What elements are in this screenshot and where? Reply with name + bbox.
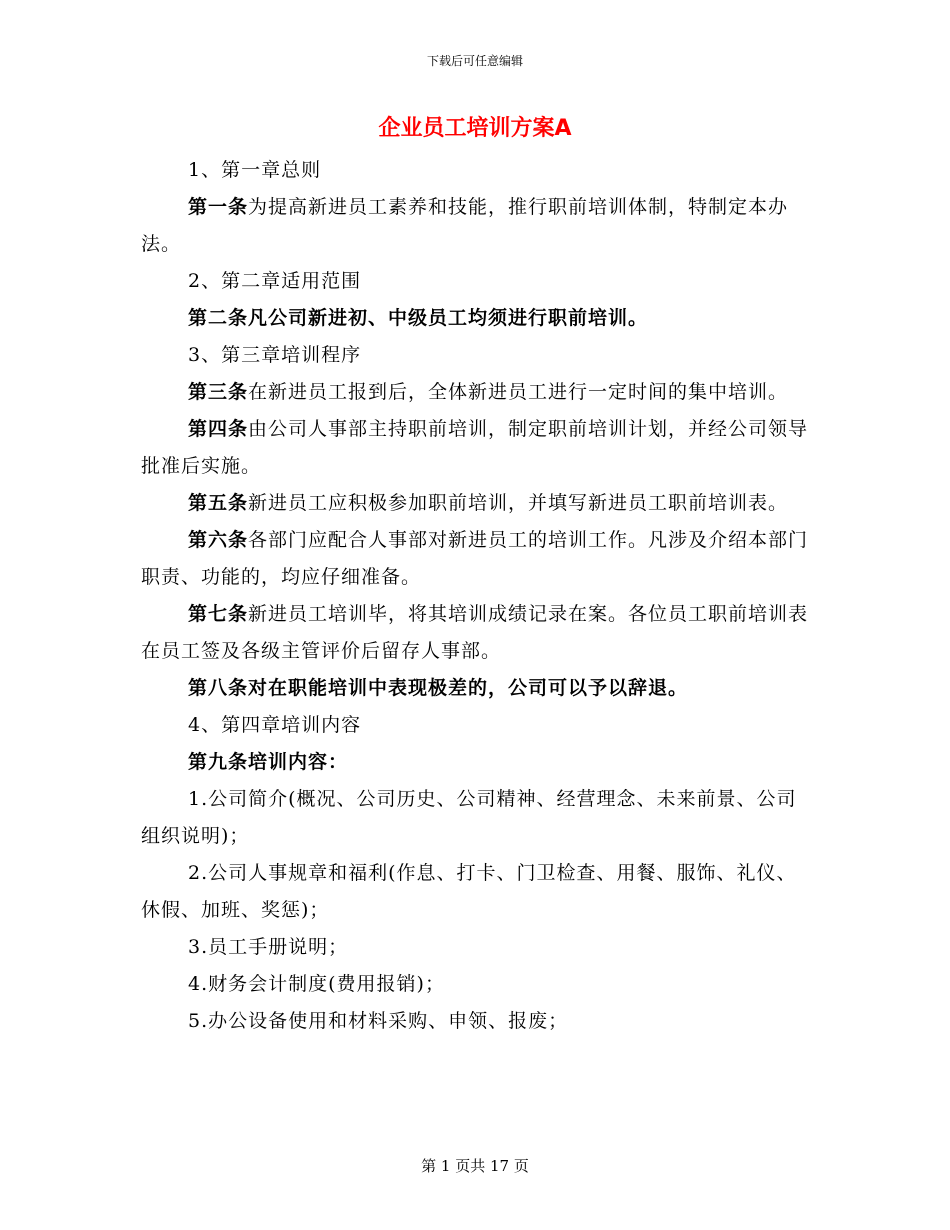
article-label: 第五条 — [188, 492, 249, 514]
paragraph-text: 4、第四章培训内容 — [188, 714, 362, 736]
article-label: 第一条 — [188, 196, 249, 218]
paragraph-article-2 — [141, 300, 811, 337]
list-item-2 — [141, 855, 811, 929]
paragraph-text: 公司简介(概况、公司历史、公司精神、经营理念、未来前景、公司组织说明)； — [141, 788, 797, 847]
paragraph-text: 为提高新进员工素养和技能，推行职前培训体制，特制定本办法。 — [141, 196, 789, 255]
paragraph-chapter-2 — [141, 263, 811, 300]
article-label: 第九条培训内容： — [188, 751, 349, 773]
paragraph-text: 在新进员工报到后，全体新进员工进行一定时间的集中培训。 — [248, 381, 789, 403]
list-number: 5. — [188, 1010, 209, 1032]
paragraph-article-9 — [141, 744, 811, 781]
list-number: 1. — [188, 788, 209, 810]
paragraph-text: 1、第一章总则 — [188, 159, 322, 181]
paragraph-text: 财务会计制度(费用报销)； — [208, 973, 445, 995]
paragraph-text: 各部门应配合人事部对新进员工的培训工作。凡涉及介绍本部门职责、功能的，均应仔细准备。 — [141, 529, 809, 588]
list-item-5 — [141, 1003, 811, 1040]
list-item-4 — [141, 966, 811, 1003]
paragraph-text: 办公设备使用和材料采购、申领、报废； — [208, 1010, 569, 1032]
paragraph-text: 公司人事规章和福利(作息、打卡、门卫检查、用餐、服饰、礼仪、休假、加班、奖惩)； — [141, 862, 797, 921]
paragraph-chapter-3 — [141, 337, 811, 374]
paragraph-text: 由公司人事部主持职前培训，制定职前培训计划，并经公司领导批准后实施。 — [141, 418, 809, 477]
paragraph-article-6 — [141, 522, 811, 596]
list-item-1 — [141, 781, 811, 855]
article-label: 第四条 — [188, 418, 249, 440]
page-footer: 第 1 页共 17 页 — [421, 1157, 529, 1175]
paragraph-text: 新进员工应积极参加职前培训，并填写新进员工职前培训表。 — [248, 492, 789, 514]
page-header: 下载后可任意编辑 — [426, 54, 523, 68]
list-number: 4. — [188, 973, 209, 995]
paragraph-article-3 — [141, 374, 811, 411]
paragraph-text: 3、第三章培训程序 — [188, 344, 362, 366]
paragraph-chapter-1 — [141, 152, 811, 189]
paragraph-article-4 — [141, 411, 811, 485]
paragraph-text: 2、第二章适用范围 — [188, 270, 362, 292]
paragraph-text: 员工手册说明； — [208, 936, 349, 958]
paragraph-text: 新进员工培训毕，将其培训成绩记录在案。各位员工职前培训表在员工签及各级主管评价后留存人事部。 — [141, 603, 809, 662]
paragraph-article-5 — [141, 485, 811, 522]
article-label: 第三条 — [188, 381, 249, 403]
document-title: 企业员工培训方案A — [378, 116, 572, 141]
paragraph-article-8 — [141, 670, 811, 707]
list-item-3 — [141, 929, 811, 966]
article-label: 第七条 — [188, 603, 249, 625]
paragraph-chapter-4 — [141, 707, 811, 744]
article-label: 第二条凡公司新进初、中级员工均须进行职前培训。 — [188, 307, 649, 329]
article-label: 第六条 — [188, 529, 249, 551]
article-label: 第八条对在职能培训中表现极差的，公司可以予以辞退。 — [188, 677, 689, 699]
document-body — [141, 152, 811, 1040]
list-number: 3. — [188, 936, 209, 958]
list-number: 2. — [188, 862, 209, 884]
paragraph-article-1 — [141, 189, 811, 263]
paragraph-article-7 — [141, 596, 811, 670]
